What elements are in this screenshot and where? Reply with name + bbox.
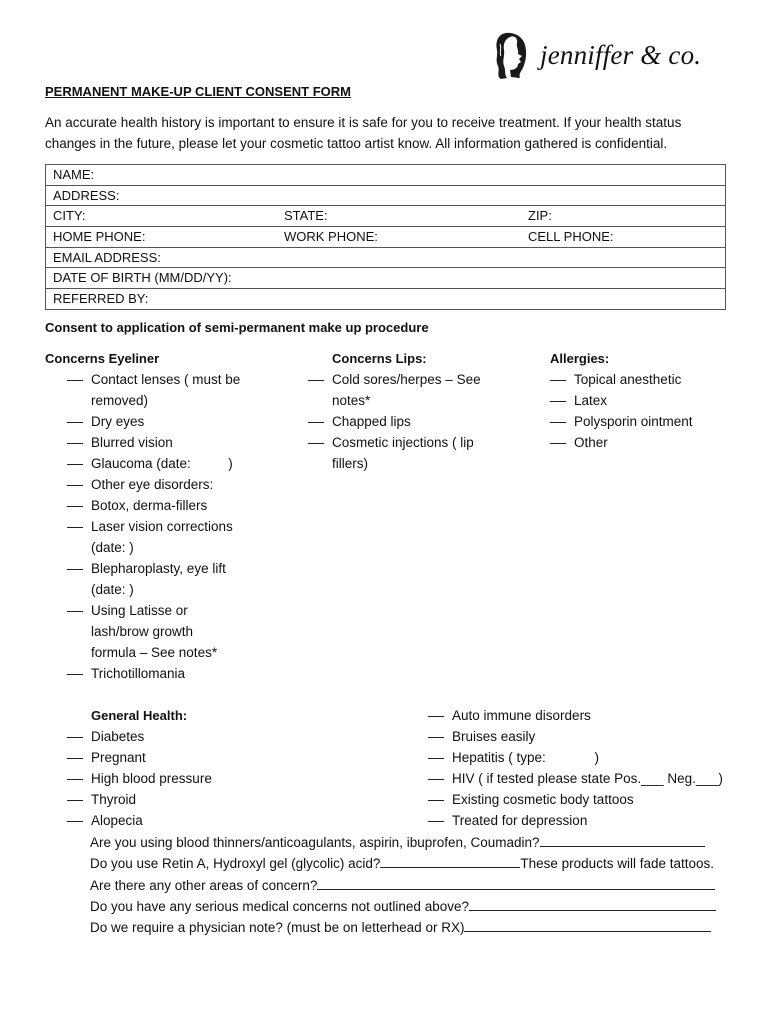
answer-line[interactable] xyxy=(540,832,705,847)
checkbox-line[interactable] xyxy=(45,516,91,558)
allergy-item[interactable]: Polysporin ointment xyxy=(528,411,728,432)
checkbox-line[interactable] xyxy=(45,495,91,516)
checkbox-line[interactable] xyxy=(45,600,91,663)
form-title: PERMANENT MAKE-UP CLIENT CONSENT FORM xyxy=(45,84,351,99)
checkbox-line[interactable] xyxy=(45,663,91,684)
eyeliner-item[interactable]: Blurred vision xyxy=(45,432,255,453)
home-phone-label: HOME PHONE: xyxy=(53,229,146,245)
checkbox-line[interactable] xyxy=(406,705,452,726)
checkbox-line[interactable] xyxy=(286,432,332,474)
answer-line[interactable] xyxy=(464,917,711,932)
allergy-item[interactable]: Latex xyxy=(528,390,728,411)
referred-label: REFERRED BY: xyxy=(53,291,149,307)
question-medical-concerns: Do you have any serious medical concerns not outlined above? xyxy=(90,896,716,917)
form-intro: An accurate health history is important to ensure it is safe for you to receive treatment. If your health status changes in the future, please let your cosmetic tattoo artist know. All information gathered is confidential. xyxy=(45,115,682,151)
lips-item[interactable]: Chapped lips xyxy=(286,411,486,432)
questions-section xyxy=(90,832,716,938)
checkbox-line[interactable] xyxy=(45,726,91,747)
cell-phone-label: CELL PHONE: xyxy=(528,229,614,245)
eyeliner-item[interactable]: Using Latisse or lash/brow growth formula – See notes* xyxy=(45,600,255,663)
health-item[interactable]: Existing cosmetic body tattoos xyxy=(406,789,736,810)
checkbox-line[interactable] xyxy=(528,411,574,432)
lips-item[interactable]: Cold sores/herpes – See notes* xyxy=(286,369,486,411)
eyeliner-item[interactable]: Other eye disorders: xyxy=(45,474,255,495)
answer-line[interactable] xyxy=(380,853,520,868)
health-item[interactable]: Bruises easily xyxy=(406,726,736,747)
checkbox-line[interactable] xyxy=(45,453,91,474)
general-health-right xyxy=(406,705,736,831)
health-item[interactable]: Auto immune disorders xyxy=(406,705,736,726)
dob-field[interactable] xyxy=(46,268,725,289)
name-field[interactable] xyxy=(46,165,725,186)
checkbox-line[interactable] xyxy=(286,369,332,411)
eyeliner-item[interactable]: Blepharoplasty, eye lift (date: ) xyxy=(45,558,255,600)
checkbox-line[interactable] xyxy=(45,411,91,432)
brand-logo xyxy=(492,30,701,80)
work-phone-label: WORK PHONE: xyxy=(284,229,378,245)
eyeliner-item[interactable]: Botox, derma-fillers xyxy=(45,495,255,516)
email-label: EMAIL ADDRESS: xyxy=(53,249,161,265)
allergy-item[interactable]: Topical anesthetic xyxy=(528,369,728,390)
dob-label: DATE OF BIRTH (MM/DD/YY): xyxy=(53,270,232,286)
name-label: NAME: xyxy=(53,167,95,182)
question-physician-note: Do we require a physician note? (must be on letterhead or RX) xyxy=(90,917,716,938)
checkbox-line[interactable] xyxy=(528,369,574,390)
checkbox-line[interactable] xyxy=(406,810,452,831)
answer-line[interactable] xyxy=(317,875,715,890)
city-label: CITY: xyxy=(53,208,86,224)
answer-line[interactable] xyxy=(469,896,716,911)
eyeliner-item[interactable]: Dry eyes xyxy=(45,411,255,432)
question-blood-thinners: Are you using blood thinners/anticoagulants, aspirin, ibuprofen, Coumadin? xyxy=(90,832,716,853)
health-item[interactable]: Treated for depression xyxy=(406,810,736,831)
lips-section xyxy=(286,348,486,474)
lips-item[interactable]: Cosmetic injections ( lip fillers) xyxy=(286,432,486,474)
eyeliner-item[interactable]: Trichotillomania xyxy=(45,663,255,684)
checkbox-line[interactable] xyxy=(406,726,452,747)
checkbox-line[interactable] xyxy=(45,558,91,600)
face-silhouette-icon xyxy=(492,30,530,80)
brand-name: jenniffer & co. xyxy=(540,39,702,70)
consent-heading: Consent to application of semi-permanent make up procedure xyxy=(45,320,429,335)
health-item[interactable]: Alopecia xyxy=(45,810,345,831)
health-item[interactable]: High blood pressure xyxy=(45,768,345,789)
checkbox-line[interactable] xyxy=(45,810,91,831)
health-item[interactable]: Hepatitis ( type: ) xyxy=(406,747,736,768)
health-item[interactable]: Pregnant xyxy=(45,747,345,768)
question-retin-a: Do you use Retin A, Hydroxyl gel (glycolic) acid? These products will fade tattoos. xyxy=(90,853,716,874)
general-health-left xyxy=(45,705,345,831)
referred-field[interactable] xyxy=(46,289,725,309)
eyeliner-section xyxy=(45,348,255,684)
email-field[interactable] xyxy=(46,248,725,269)
eyeliner-item[interactable]: Contact lenses ( must be removed) xyxy=(45,369,255,411)
eyeliner-item[interactable]: Glaucoma (date: ) xyxy=(45,453,255,474)
address-label: ADDRESS: xyxy=(53,187,120,203)
lips-heading: Concerns Lips: xyxy=(332,351,427,366)
checkbox-line[interactable] xyxy=(45,768,91,789)
allergies-heading: Allergies: xyxy=(550,351,610,366)
checkbox-line[interactable] xyxy=(45,747,91,768)
checkbox-line[interactable] xyxy=(45,789,91,810)
checkbox-line[interactable] xyxy=(528,432,574,453)
state-label: STATE: xyxy=(284,208,328,224)
eyeliner-heading: Concerns Eyeliner xyxy=(45,351,160,366)
checkbox-line[interactable] xyxy=(406,789,452,810)
phone-row[interactable] xyxy=(46,227,725,248)
health-item[interactable]: Thyroid xyxy=(45,789,345,810)
checkbox-line[interactable] xyxy=(528,390,574,411)
health-item[interactable]: HIV ( if tested please state Pos.___ Neg.___) xyxy=(406,768,736,789)
eyeliner-item[interactable]: Laser vision corrections (date: ) xyxy=(45,516,255,558)
checkbox-line[interactable] xyxy=(45,432,91,453)
allergies-section xyxy=(528,348,728,453)
health-item[interactable]: Diabetes xyxy=(45,726,345,747)
checkbox-line[interactable] xyxy=(406,747,452,768)
general-health-heading: General Health: xyxy=(91,708,188,723)
checkbox-line[interactable] xyxy=(286,411,332,432)
checkbox-line[interactable] xyxy=(45,474,91,495)
zip-label: ZIP: xyxy=(528,208,552,224)
city-state-zip-row[interactable] xyxy=(46,206,725,227)
client-info-table xyxy=(45,164,726,310)
address-field[interactable] xyxy=(46,186,725,207)
checkbox-line[interactable] xyxy=(406,768,452,789)
checkbox-line[interactable] xyxy=(45,369,91,411)
allergy-item[interactable]: Other xyxy=(528,432,728,453)
question-other-areas: Are there any other areas of concern? xyxy=(90,875,716,896)
